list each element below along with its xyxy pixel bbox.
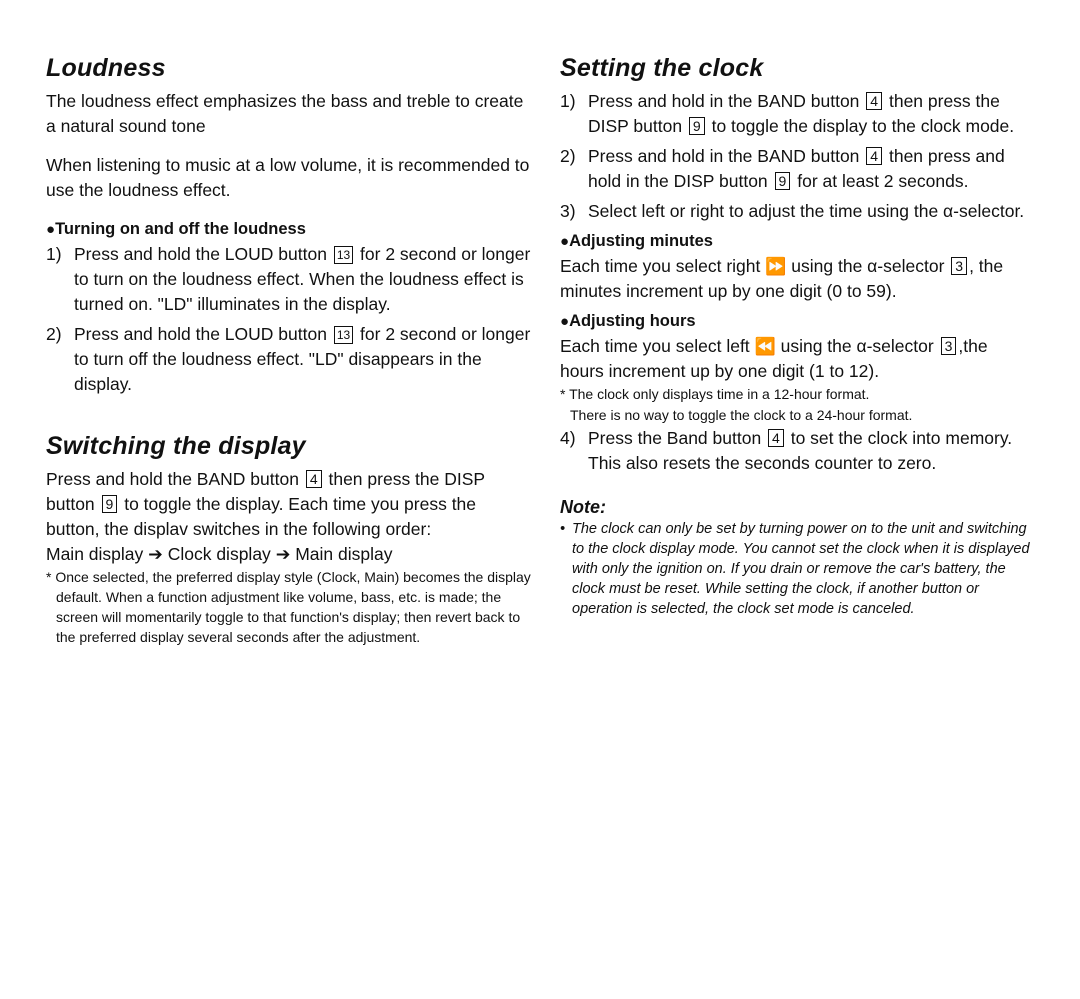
disp-button-key: 9 bbox=[102, 495, 118, 513]
band-button-key: 4 bbox=[866, 147, 882, 165]
arrow-right-icon: ➔ bbox=[275, 544, 291, 564]
disp-button-key: 9 bbox=[689, 117, 705, 135]
clock-footnote-1: * The clock only displays time in a 12-hour format. bbox=[560, 386, 870, 402]
loudness-title: Loudness bbox=[46, 54, 166, 82]
list-item: 1) Press and hold the LOUD button 13 for 2 second or longer to turn on the loudness effect. When the loudness effect is turned on. "LD" illuminates in the display. bbox=[46, 244, 531, 314]
list-item: 1) Press and hold in the BAND button 4 then press the DISP button 9 to toggle the display to the clock mode. bbox=[560, 91, 1015, 136]
bullet-icon: ● bbox=[46, 221, 56, 238]
band-button-key: 4 bbox=[866, 92, 882, 110]
bullet-icon: ● bbox=[560, 313, 570, 330]
loudness-steps bbox=[46, 242, 532, 397]
loud-button-key: 13 bbox=[334, 246, 353, 264]
setting-clock-title: Setting the clock bbox=[560, 54, 764, 82]
left-column bbox=[46, 52, 532, 647]
adjusting-minutes-heading: ●Adjusting minutes bbox=[560, 232, 713, 250]
band-button-key: 4 bbox=[768, 429, 784, 447]
list-item: 2) Press and hold the LOUD button 13 for 2 second or longer to turn off the loudness effect. "LD" disappears in the display. bbox=[46, 324, 531, 394]
clock-steps bbox=[560, 89, 1032, 224]
disp-button-key: 9 bbox=[775, 172, 791, 190]
loud-button-key: 13 bbox=[334, 326, 353, 344]
bullet-icon: • bbox=[560, 521, 566, 537]
display-order-flow: Main display ➔ Clock display ➔ Main display bbox=[46, 544, 393, 564]
list-item: 3) Select left or right to adjust the time using the α-selector. bbox=[560, 201, 1025, 221]
bullet-icon: ● bbox=[560, 233, 570, 250]
fast-forward-icon: ⏩ bbox=[765, 257, 787, 276]
arrow-right-icon: ➔ bbox=[148, 544, 163, 564]
clock-step-4 bbox=[560, 426, 1032, 476]
note-title: Note: bbox=[560, 497, 606, 517]
setting-clock-section bbox=[560, 52, 1032, 476]
selector-key: 3 bbox=[951, 257, 967, 275]
rewind-icon: ⏪ bbox=[754, 337, 776, 356]
adjusting-minutes-body: Each time you select right ⏩ using the α-selector 3 , the minutes increment up by one digit (0 to 59). bbox=[560, 256, 1004, 301]
switching-display-title: Switching the display bbox=[46, 432, 306, 460]
list-item: 2) Press and hold in the BAND button 4 then press and hold in the DISP button 9 for at least 2 seconds. bbox=[560, 146, 1005, 191]
list-item: 4) Press the Band button 4 to set the clock into memory. This also resets the seconds counter to zero. bbox=[560, 428, 1013, 473]
loudness-subheading: ●Turning on and off the loudness bbox=[46, 220, 306, 238]
loudness-recommendation: When listening to music at a low volume, it is recommended to use the loudness effect. bbox=[46, 155, 530, 200]
switching-display-section bbox=[46, 430, 532, 647]
loudness-section bbox=[46, 52, 532, 397]
switching-display-body: Press and hold the BAND button 4 then press the DISP button 9 to toggle the display. Each time you press the button, the displav switches in the following order: bbox=[46, 469, 485, 539]
note-section bbox=[560, 495, 1032, 619]
clock-footnote-2: There is no way to toggle the clock to a 24-hour format. bbox=[570, 407, 913, 423]
right-column bbox=[560, 52, 1032, 619]
selector-key: 3 bbox=[941, 337, 957, 355]
note-text: • The clock can only be set by turning power on to the unit and switching to the clock display mode. You cannot set the clock when it is displayed with only the ignition on. If you drain or remove the car's battery, the clock must be reset. While setting the clock, if another button or operation is selected, the clock set mode is canceled. bbox=[560, 521, 1030, 617]
display-footnote: * Once selected, the preferred display style (Clock, Main) becomes the display default. When a function adjustment like volume, bass, etc. is made; the screen will momentarily toggle to that function's display; then revert back to the preferred display several seconds after the adjustment. bbox=[46, 569, 531, 645]
adjusting-hours-body: Each time you select left ⏪ using the α-selector 3 ,the hours increment up by one digit (1 to 12). bbox=[560, 336, 988, 381]
loudness-intro: The loudness effect emphasizes the bass and treble to create a natural sound tone bbox=[46, 91, 524, 136]
adjusting-hours-heading: ●Adjusting hours bbox=[560, 312, 696, 330]
band-button-key: 4 bbox=[306, 470, 322, 488]
